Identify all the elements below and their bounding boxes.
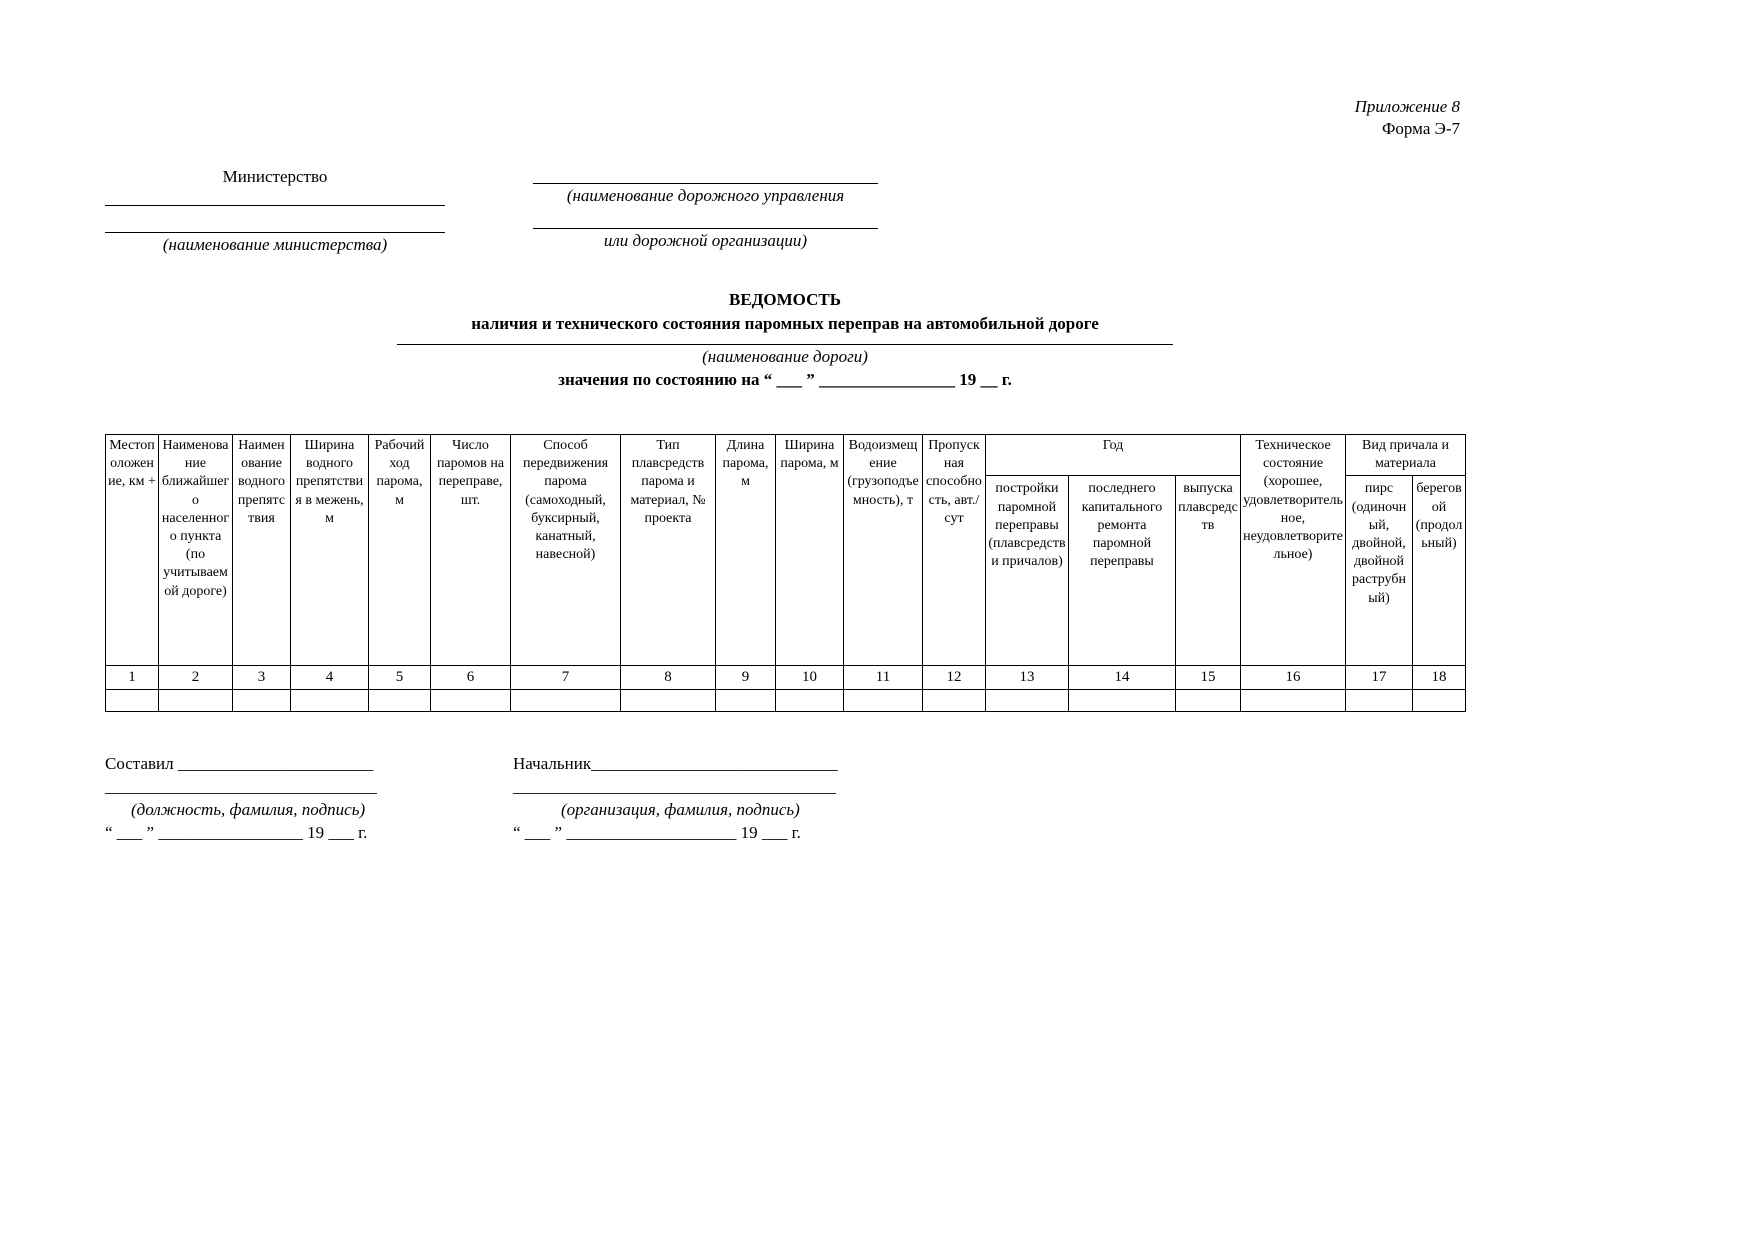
road-admin-block bbox=[533, 172, 878, 253]
col-header-water-obstacle: Наименование водного препятствия bbox=[233, 435, 291, 666]
col-header-obstacle-width: Ширина водного препятствия в межень, м bbox=[291, 435, 369, 666]
road-name-caption: (наименование дороги) bbox=[702, 347, 868, 366]
col-number: 1 bbox=[106, 666, 159, 690]
col-number: 3 bbox=[233, 666, 291, 690]
col-header-nearest-settlement: Наименование ближайшего населенного пункта (по учитываемой дороге) bbox=[159, 435, 233, 666]
empty-cell bbox=[621, 690, 716, 712]
empty-cell bbox=[844, 690, 923, 712]
empty-cell bbox=[369, 690, 431, 712]
col-header-ferry-count: Число паромов на переправе, шт. bbox=[431, 435, 511, 666]
title-block bbox=[105, 288, 1465, 392]
col-number: 8 bbox=[621, 666, 716, 690]
col-header-capacity: Пропускная способность, авт./сут bbox=[923, 435, 986, 666]
doc-subtitle: наличия и технического состояния паромных переправ на автомобильной дороге bbox=[471, 314, 1099, 333]
table-row-empty bbox=[106, 690, 1466, 712]
status-date-line: значения по состоянию на “ ___ ” ________________ 19 __ г. bbox=[558, 370, 1012, 389]
col-number: 10 bbox=[776, 666, 844, 690]
compiled-by-fill-line: ________________________________ bbox=[105, 777, 377, 796]
appendix-block bbox=[1100, 96, 1460, 140]
col-number: 5 bbox=[369, 666, 431, 690]
chief-block bbox=[513, 752, 913, 844]
col-header-year-vessel-made: выпуска плавсредств bbox=[1176, 476, 1241, 666]
empty-cell bbox=[1069, 690, 1176, 712]
ferry-table bbox=[105, 434, 1466, 712]
empty-cell bbox=[1241, 690, 1346, 712]
col-number: 16 bbox=[1241, 666, 1346, 690]
empty-cell bbox=[716, 690, 776, 712]
chief-fill-line: ______________________________________ bbox=[513, 777, 836, 796]
empty-cell bbox=[776, 690, 844, 712]
empty-cell bbox=[923, 690, 986, 712]
ministry-label: Министерство bbox=[222, 167, 328, 186]
col-number: 2 bbox=[159, 666, 233, 690]
col-header-shore-type: береговой (продольный) bbox=[1413, 476, 1466, 666]
col-number: 12 bbox=[923, 666, 986, 690]
compiled-by-date-line: “ ___ ” _________________ 19 ___ г. bbox=[105, 823, 368, 842]
col-header-technical-condition: Техническое состояние (хорошее, удовлетворительное, неудовлетворительное) bbox=[1241, 435, 1346, 666]
col-number: 11 bbox=[844, 666, 923, 690]
col-number: 9 bbox=[716, 666, 776, 690]
road-admin-caption-1: (наименование дорожного управления bbox=[566, 186, 845, 205]
compiled-by-block bbox=[105, 752, 465, 844]
doc-title: ВЕДОМОСТЬ bbox=[729, 290, 841, 309]
col-number: 14 bbox=[1069, 666, 1176, 690]
empty-cell bbox=[233, 690, 291, 712]
empty-cell bbox=[511, 690, 621, 712]
empty-cell bbox=[1346, 690, 1413, 712]
col-header-displacement: Водоизмещение (грузоподъемность), т bbox=[844, 435, 923, 666]
col-number: 17 bbox=[1346, 666, 1413, 690]
col-number: 7 bbox=[511, 666, 621, 690]
ferry-table-wrap bbox=[105, 434, 1466, 712]
col-header-location: Местоположение, км + bbox=[106, 435, 159, 666]
empty-cell bbox=[431, 690, 511, 712]
compiled-by-line: Составил _______________________ bbox=[105, 754, 374, 773]
empty-cell bbox=[1176, 690, 1241, 712]
road-admin-caption-2: или дорожной организации) bbox=[603, 231, 808, 250]
col-number: 13 bbox=[986, 666, 1069, 690]
col-number: 6 bbox=[431, 666, 511, 690]
ministry-block bbox=[105, 165, 445, 257]
col-header-year-built: постройки паромной переправы (плавсредств и причалов) bbox=[986, 476, 1069, 666]
col-header-year-overhaul: последнего капитального ремонта паромной переправы bbox=[1069, 476, 1176, 666]
col-header-propulsion: Способ передвижения парома (самоходный, буксирный, канатный, навесной) bbox=[511, 435, 621, 666]
ministry-caption: (наименование министерства) bbox=[162, 235, 388, 254]
chief-caption: (организация, фамилия, подпись) bbox=[561, 800, 800, 819]
col-header-vessel-type: Тип плавсредств парома и материал, № проекта bbox=[621, 435, 716, 666]
col-header-ferry-width: Ширина парома, м bbox=[776, 435, 844, 666]
col-number: 4 bbox=[291, 666, 369, 690]
col-header-pier-type: пирс (одиночный, двойной, двойной раструбный) bbox=[1346, 476, 1413, 666]
chief-line: Начальник_____________________________ bbox=[513, 754, 838, 773]
appendix-label: Приложение 8 bbox=[1354, 97, 1460, 116]
empty-cell bbox=[159, 690, 233, 712]
empty-cell bbox=[106, 690, 159, 712]
ministry-fill-line-1 bbox=[105, 205, 445, 206]
group-header-year: Год bbox=[986, 435, 1241, 476]
col-header-working-stroke: Рабочий ход парома, м bbox=[369, 435, 431, 666]
form-label: Форма Э-7 bbox=[1382, 119, 1460, 138]
empty-cell bbox=[986, 690, 1069, 712]
chief-date-line: “ ___ ” ____________________ 19 ___ г. bbox=[513, 823, 801, 842]
empty-cell bbox=[291, 690, 369, 712]
col-header-ferry-length: Длина парома, м bbox=[716, 435, 776, 666]
compiled-by-caption: (должность, фамилия, подпись) bbox=[131, 800, 366, 819]
group-header-pier: Вид причала и материала bbox=[1346, 435, 1466, 476]
col-number: 18 bbox=[1413, 666, 1466, 690]
empty-cell bbox=[1413, 690, 1466, 712]
col-number: 15 bbox=[1176, 666, 1241, 690]
